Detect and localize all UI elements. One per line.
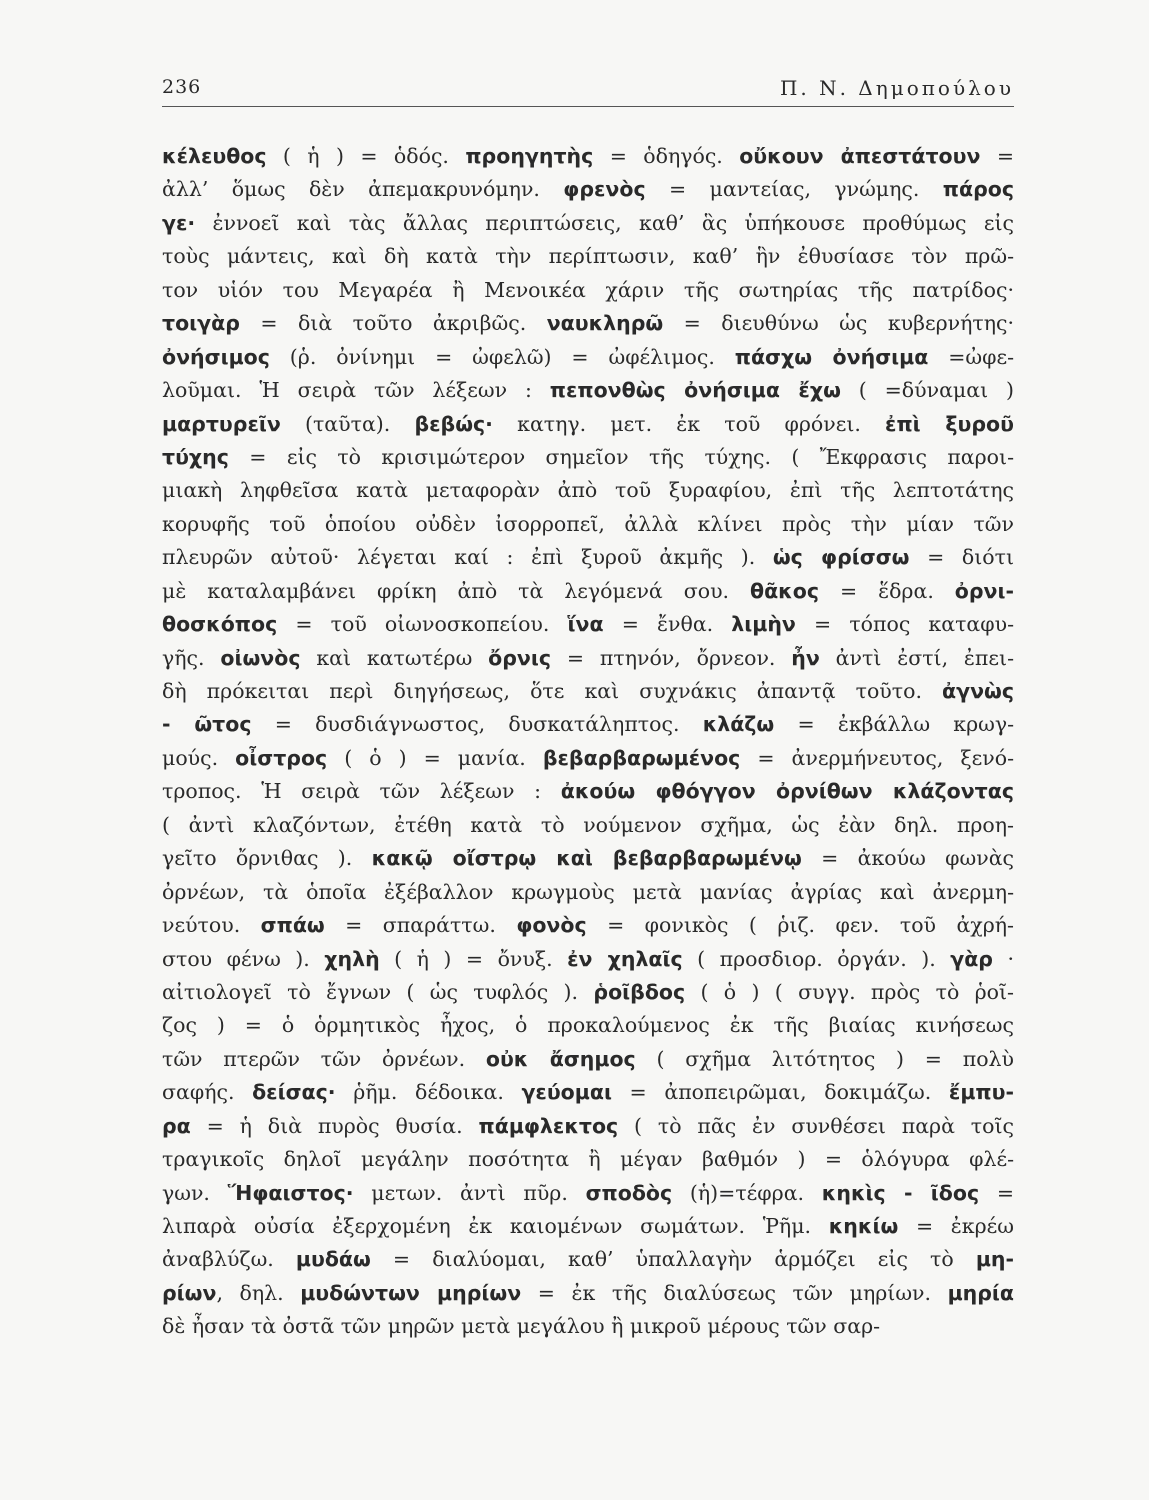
lemma-bold: κηκίω (828, 1214, 899, 1238)
text-line (162, 408, 1014, 441)
gloss-text: δὲ ἦσαν τὰ ὀστᾶ τῶν μηρῶν μετὰ μεγάλου ἢ μικροῦ μέρους τῶν σαρ- (162, 1314, 881, 1339)
gloss-text: ( ἀντὶ κλαζόντων, ἐτέθη κατὰ τὸ νούμενον σχῆμα, ὡς ἐὰν δηλ. προη- (162, 812, 1014, 837)
lemma-bold: θᾶκος (750, 578, 819, 603)
lemma-bold: ἀγνὼς (942, 679, 1014, 703)
lemma-bold: βεβαρβαρωμένος (542, 745, 741, 770)
lemma-bold: φονὸς (516, 913, 587, 938)
lemma-bold: ἐπὶ ξυροῦ (885, 411, 1014, 436)
lemma-bold: ἀκούω φθόγγον ὀρνίθων κλάζοντας (560, 779, 1014, 804)
lemma-bold: σπάω (260, 913, 325, 938)
gloss-text: ἐννοεῖ καὶ τὰς ἄλλας περιπτώσεις, καθ’ ἃς ὑπήκουσε προθύμως εἰς (195, 210, 1014, 235)
gloss-text: ( τὸ πᾶς ἐν συνθέσει παρὰ τοῖς (618, 1113, 1014, 1138)
gloss-text: = διευθύνω ὡς κυβερνήτης· (663, 311, 1014, 336)
gloss-text: τον υἱόν του Μεγαρέα ἢ Μενοικέα χάριν τῆς σωτηρίας τῆς πατρίδος· (162, 277, 1014, 302)
gloss-text: ( προσδιορ. ὀργάν. ). (682, 946, 951, 971)
lemma-bold: ἵνα (567, 612, 604, 637)
lemma-bold: λιμὴν (731, 612, 796, 637)
text-line (162, 1110, 1014, 1143)
text-line (162, 1277, 1014, 1310)
gloss-text: λιπαρὰ οὐσία ἐξερχομένη ἐκ καιομένων σωμάτων. Ῥῆμ. (162, 1214, 829, 1238)
text-line (162, 909, 1014, 942)
text-line (162, 775, 1014, 808)
gloss-text: γεῖτο ὄρνιθας ). (162, 846, 372, 871)
text-line (162, 173, 1014, 206)
gloss-text: πλευρῶν αὐτοῦ· λέγεται καί : ἐπὶ ξυροῦ ἀκμῆς ). (162, 545, 773, 570)
gloss-text: =ὠφε- (928, 344, 1014, 369)
gloss-text: = ἐκβάλλω κρωγ- (774, 712, 1014, 737)
lemma-bold: πάρος (942, 177, 1014, 202)
gloss-text: = ἡ διὰ πυρὸς θυσία. (190, 1113, 479, 1138)
lemma-bold: πάμφλεκτος (478, 1113, 619, 1138)
text-line (162, 240, 1014, 273)
lemma-bold: μη- (975, 1247, 1014, 1272)
gloss-text: = (979, 1180, 1014, 1205)
gloss-text: ῥῆμ. δέδοικα. (335, 1080, 522, 1105)
lemma-bold: οἶστρος (235, 745, 328, 770)
lemma-bold: δείσας· (252, 1080, 336, 1105)
text-line (162, 943, 1014, 976)
lemma-bold: μυδώντων μηρίων (300, 1280, 522, 1305)
lemma-bold: ὀνήσιμος (162, 344, 270, 369)
lemma-bold: γεύομαι (521, 1080, 612, 1105)
lemma-bold: πεπονθὼς ὀνήσιμα ἔχω (549, 378, 841, 403)
gloss-text: γῆς. (162, 645, 221, 670)
gloss-text: = ἀνερμήνευτος, ξενό- (740, 745, 1014, 770)
gloss-text: (ῥ. ὀνίνημι = ὠφελῶ) = ὠφέλιμος. (269, 344, 735, 369)
text-line (162, 1310, 1014, 1343)
lemma-bold: οἰωνὸς (220, 645, 301, 670)
lemma-bold: τύχης (162, 444, 229, 469)
text-line (162, 1210, 1014, 1243)
gloss-text: ζος ) = ὁ ὁρμητικὸς ἦχος, ὁ προκαλούμενος ἐκ τῆς βιαίας κινήσεως (162, 1013, 1014, 1038)
gloss-text: μετων. ἀντὶ πῦρ. (353, 1180, 586, 1205)
lemma-bold: κηκὶς - ῖδος (821, 1180, 980, 1205)
gloss-text: κατηγ. μετ. ἐκ τοῦ φρόνει. (492, 411, 886, 436)
gloss-text: = φονικὸς ( ῥιζ. φεν. τοῦ ἀχρή- (586, 913, 1014, 938)
lemma-bold: ναυκληρῶ (546, 311, 664, 336)
lemma-bold: κέλευθος (162, 144, 267, 168)
text-line (162, 140, 1014, 173)
text-line (162, 374, 1014, 407)
text-line (162, 441, 1014, 474)
lemma-bold: χηλὴ (324, 946, 380, 971)
lemma-bold: σποδὸς (585, 1180, 673, 1205)
lemma-bold: φρενὸς (563, 177, 646, 202)
gloss-text: αἰτιολογεῖ τὸ ἔγνων ( ὡς τυφλός ). (162, 979, 594, 1004)
gloss-text: στου φένω ). (162, 946, 325, 971)
running-head: Π. Ν. Δημοπούλου (779, 76, 1014, 100)
text-line (162, 742, 1014, 775)
gloss-text: , δηλ. (216, 1280, 301, 1305)
lemma-bold: μυδάω (295, 1247, 371, 1272)
text-line (162, 307, 1014, 340)
lemma-bold: ρα (162, 1113, 191, 1138)
gloss-text: καὶ κατωτέρω (300, 645, 489, 670)
gloss-text: δὴ πρόκειται περὶ διηγήσεως, ὅτε καὶ συχνάκις ἀπαντᾷ τοῦτο. (162, 679, 943, 703)
lemma-bold: πάσχω ὀνήσιμα (734, 344, 929, 369)
gloss-text: = διὰ τοῦτο ἀκριβῶς. (239, 311, 547, 336)
gloss-text: = πτηνόν, ὄρνεον. (551, 645, 792, 670)
text-line (162, 842, 1014, 875)
gloss-text: ( =δύναμαι ) (840, 378, 1014, 403)
text-line (162, 575, 1014, 608)
gloss-text: = δυσδιάγνωστος, δυσκατάληπτος. (251, 712, 703, 737)
gloss-text: = διαλύομαι, καθ’ ὑπαλλαγὴν ἁρμόζει εἰς τὸ (370, 1247, 976, 1272)
lemma-bold: Ἥφαιστος· (227, 1180, 354, 1205)
gloss-text: ἀντὶ ἐστί, ἐπει- (819, 645, 1014, 670)
gloss-text: (ἡ)=τέφρα. (672, 1180, 822, 1205)
gloss-text: ( σχῆμα λιτότητος ) = πολὺ (635, 1046, 1014, 1071)
lemma-bold: κλάζω (702, 712, 775, 737)
gloss-text: ( ἡ ) = ὁδός. (266, 144, 466, 168)
text-line (162, 1009, 1014, 1042)
gloss-text: ἀλλ’ ὅμως δὲν ἀπεμακρυνόμην. (162, 177, 564, 202)
gloss-text: = ἀκούω φωνὰς (801, 846, 1014, 871)
lemma-bold: θοσκόπος (162, 612, 278, 637)
text-line (162, 1243, 1014, 1276)
gloss-text: = ἔνθα. (603, 612, 732, 637)
text-line (162, 809, 1014, 842)
gloss-text: ὀρνέων, τὰ ὁποῖα ἐξέβαλλον κρωγμοὺς μετὰ μανίας ἀγρίας καὶ ἀνερμη- (162, 879, 1014, 904)
lemma-bold: τοιγὰρ (162, 311, 240, 336)
gloss-text: ( ἡ ) = ὄνυξ. (379, 946, 568, 971)
lemma-bold: ὄρνις (488, 645, 552, 670)
text-line (162, 608, 1014, 641)
lemma-bold: μαρτυρεῖν (162, 411, 281, 436)
gloss-text: ( ὁ ) = μανία. (327, 745, 543, 770)
gloss-text: (ταῦτα). (280, 411, 415, 436)
gloss-text: = διότι (909, 545, 1014, 570)
text-line (162, 1043, 1014, 1076)
text-line (162, 1177, 1014, 1210)
gloss-text: σαφής. (162, 1080, 253, 1105)
text-line (162, 274, 1014, 307)
gloss-text: νεύτου. (162, 913, 261, 938)
lemma-bold: γὰρ (950, 946, 993, 971)
lemma-bold: ἦν (791, 645, 820, 670)
lemma-bold: ὀρνι- (954, 578, 1014, 603)
text-line (162, 675, 1014, 708)
gloss-text: = ὁδηγός. (593, 144, 740, 168)
gloss-text: = ἐκ τῆς διαλύσεως τῶν μηρίων. (521, 1280, 948, 1305)
gloss-text: = τόπος καταφυ- (795, 612, 1014, 637)
gloss-text: = μαντείας, γνώμης. (645, 177, 943, 202)
lemma-bold: προηγητὴς (465, 144, 594, 168)
gloss-text: μὲ καταλαμβάνει φρίκη ἀπὸ τὰ λεγόμενά σου. (162, 578, 751, 603)
gloss-text: = ἐκρέω (898, 1214, 1014, 1238)
header-rule (162, 106, 1014, 107)
text-line (162, 508, 1014, 541)
page-header (162, 76, 1014, 110)
text-line (162, 474, 1014, 507)
gloss-text: λοῦμαι. Ἡ σειρὰ τῶν λέξεων : (162, 378, 550, 403)
gloss-text: τροπος. Ἡ σειρὰ τῶν λέξεων : (162, 779, 561, 804)
gloss-text: = τοῦ οἰωνοσκοπείου. (277, 612, 568, 637)
lemma-bold: ρίων (162, 1280, 217, 1305)
page-number: 236 (162, 76, 202, 98)
text-line (162, 1143, 1014, 1176)
gloss-text: = σπαράττω. (324, 913, 517, 938)
lemma-bold: βεβώς· (414, 411, 493, 436)
text-line (162, 976, 1014, 1009)
gloss-text: κορυφῆς τοῦ ὁποίου οὐδὲν ἰσορροπεῖ, ἀλλὰ κλίνει πρὸς τὴν μίαν τῶν (162, 511, 1014, 536)
lemma-bold: ὡς φρίσσω (772, 545, 910, 570)
gloss-text: μούς. (162, 745, 236, 770)
lemma-bold: μηρία (947, 1280, 1014, 1305)
gloss-text: = εἰς τὸ κρισιμώτερον σημεῖον τῆς τύχης. ( Ἔκφρασις παροι- (228, 444, 1014, 469)
lemma-bold: ἐν χηλαῖς (567, 946, 683, 971)
lemma-bold: οὔκουν ἀπεστάτουν (739, 144, 981, 168)
lemma-bold: κακῷ οἴστρῳ καὶ βεβαρβαρωμένῳ (371, 846, 802, 871)
text-line (162, 642, 1014, 675)
gloss-text: = ἕδρα. (818, 578, 955, 603)
gloss-text: = (980, 144, 1014, 168)
text-line (162, 876, 1014, 909)
gloss-text: τῶν πτερῶν τῶν ὀρνέων. (162, 1046, 486, 1071)
gloss-text: ἀναβλύζω. (162, 1247, 296, 1272)
lemma-bold: γε· (162, 210, 196, 235)
lemma-bold: - ῶτος (162, 712, 252, 737)
body-text (162, 140, 1014, 1344)
lemma-bold: ῥοῖβδος (593, 979, 686, 1004)
text-line (162, 207, 1014, 240)
gloss-text: · (992, 946, 1014, 971)
gloss-text: γων. (162, 1180, 228, 1205)
lemma-bold: ἔμπυ- (948, 1080, 1014, 1105)
gloss-text: = ἀποπειρῶμαι, δοκιμάζω. (611, 1080, 949, 1105)
gloss-text: ( ὁ ) ( συγγ. πρὸς τὸ ῥοῖ- (685, 979, 1014, 1004)
lemma-bold: οὐκ ἄσημος (485, 1046, 636, 1071)
gloss-text: τραγικοῖς δηλοῖ μεγάλην ποσότητα ἢ μέγαν βαθμόν ) = ὁλόγυρα φλέ- (162, 1147, 1014, 1172)
text-line (162, 541, 1014, 574)
text-line (162, 341, 1014, 374)
text-line (162, 708, 1014, 741)
text-line (162, 1076, 1014, 1109)
gloss-text: τοὺς μάντεις, καὶ δὴ κατὰ τὴν περίπτωσιν, καθ’ ἣν ἐθυσίασε τὸν πρῶ- (162, 244, 1014, 269)
gloss-text: μιακὴ ληφθεῖσα κατὰ μεταφορὰν ἀπὸ τοῦ ξυραφίου, ἐπὶ τῆς λεπτοτάτης (162, 478, 1014, 503)
